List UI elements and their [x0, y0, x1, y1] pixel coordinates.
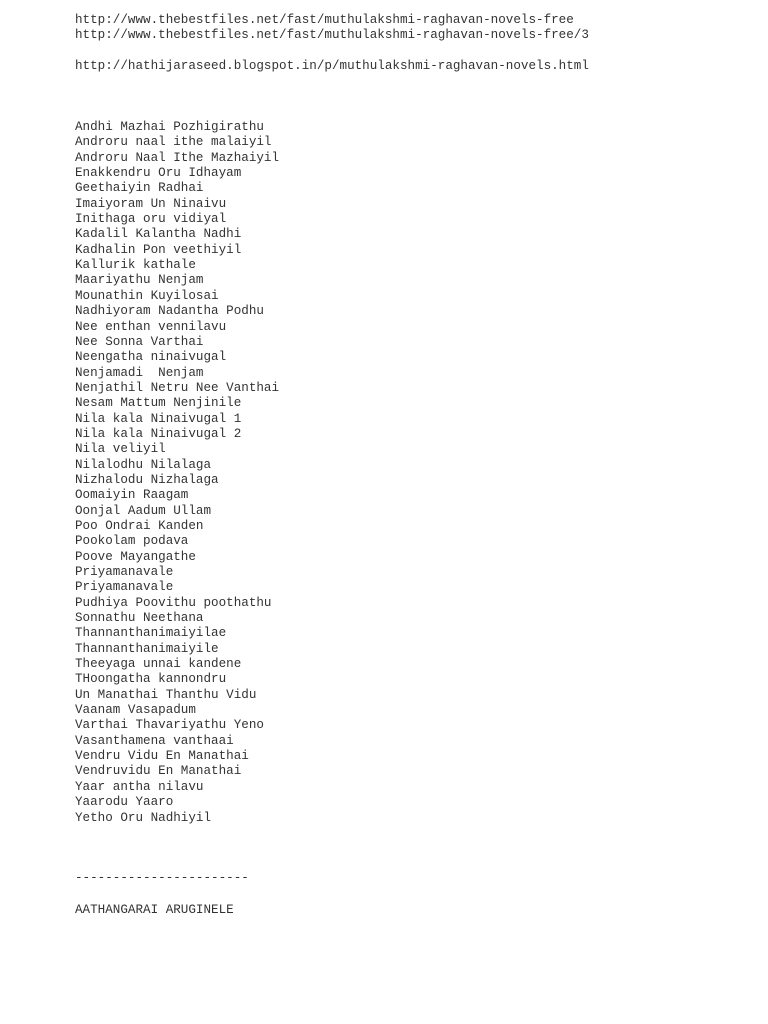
novel-title: Yaarodu Yaaro — [75, 795, 174, 810]
document-page — [75, 13, 755, 919]
novel-title: Kadalil Kalantha Nadhi — [75, 227, 242, 242]
link-url[interactable]: http://www.thebestfiles.net/fast/muthulakshmi-raghavan-novels-free/3 — [75, 28, 589, 43]
novel-title: Yaar antha nilavu — [75, 779, 204, 794]
novel-title: Vaanam Vasapadum — [75, 703, 196, 718]
novel-title: Androru naal ithe malaiyil — [75, 135, 272, 150]
novel-title: Thannanthanimaiyile — [75, 641, 219, 656]
novel-title: Inithaga oru vidiyal — [75, 212, 227, 227]
novel-title: Neengatha ninaivugal — [75, 350, 227, 365]
novel-title: Maariyathu Nenjam — [75, 273, 204, 288]
novel-title: Vendru Vidu En Manathai — [75, 749, 249, 764]
novel-title: Poo Ondrai Kanden — [75, 518, 204, 533]
novel-title: Nila veliyil — [75, 442, 166, 457]
novel-title: Nilalodhu Nilalaga — [75, 457, 212, 472]
novel-title: Vendruvidu En Manathai — [75, 764, 242, 779]
link-url[interactable]: http://hathijaraseed.blogspot.in/p/muthulakshmi-raghavan-novels.html — [75, 58, 589, 73]
novel-title: Sonnathu Neethana — [75, 611, 204, 626]
separator-line: ----------------------- — [75, 870, 249, 885]
novel-title: Poove Mayangathe — [75, 549, 196, 564]
novel-title: Priyamanavale — [75, 565, 174, 579]
novel-title: Mounathin Kuyilosai — [75, 288, 219, 303]
novel-title: Nila kala Ninaivugal 2 — [75, 426, 242, 441]
novel-title: Nee Sonna Varthai — [75, 334, 204, 349]
novel-title: Thannanthanimaiyilae — [75, 626, 227, 641]
novel-title: Priyamanavale — [75, 580, 174, 595]
novel-title: Kadhalin Pon veethiyil — [75, 242, 242, 257]
novel-title: Kallurik kathale — [75, 258, 196, 273]
novel-title: Androru Naal Ithe Mazhaiyil — [75, 150, 280, 165]
novel-title: Nee enthan vennilavu — [75, 319, 227, 334]
novel-title: Un Manathai Thanthu Vidu — [75, 687, 257, 702]
novel-title: Pudhiya Poovithu poothathu — [75, 595, 272, 610]
novel-title: Nila kala Ninaivugal 1 — [75, 411, 242, 426]
novel-title: THoongatha kannondru — [75, 672, 227, 687]
novel-title: Varthai Thavariyathu Yeno — [75, 718, 264, 733]
novel-title: Nizhalodu Nizhalaga — [75, 472, 219, 487]
novel-title: Imaiyoram Un Ninaivu — [75, 196, 227, 211]
novel-title: Enakkendru Oru Idhayam — [75, 166, 242, 181]
novel-title: Geethaiyin Radhai — [75, 181, 204, 196]
novel-title: Nesam Mattum Nenjinile — [75, 396, 242, 411]
novel-title: Vasanthamena vanthaai — [75, 733, 234, 748]
novel-title: Andhi Mazhai Pozhigirathu — [75, 120, 264, 135]
novel-title: Oomaiyin Raagam — [75, 488, 189, 503]
novel-title: Oonjal Aadum Ullam — [75, 503, 212, 518]
novel-title-list — [75, 120, 755, 826]
novel-title: Nenjamadi Nenjam — [75, 365, 204, 380]
link-url[interactable]: http://www.thebestfiles.net/fast/muthulakshmi-raghavan-novels-free — [75, 13, 574, 27]
section-heading: AATHANGARAI ARUGINELE — [75, 903, 234, 918]
novel-title: Pookolam podava — [75, 534, 189, 549]
novel-title: Nenjathil Netru Nee Vanthai — [75, 380, 280, 395]
novel-title: Theeyaga unnai kandene — [75, 657, 242, 672]
novel-title: Nadhiyoram Nadantha Podhu — [75, 304, 264, 319]
novel-title: Yetho Oru Nadhiyil — [75, 810, 212, 825]
